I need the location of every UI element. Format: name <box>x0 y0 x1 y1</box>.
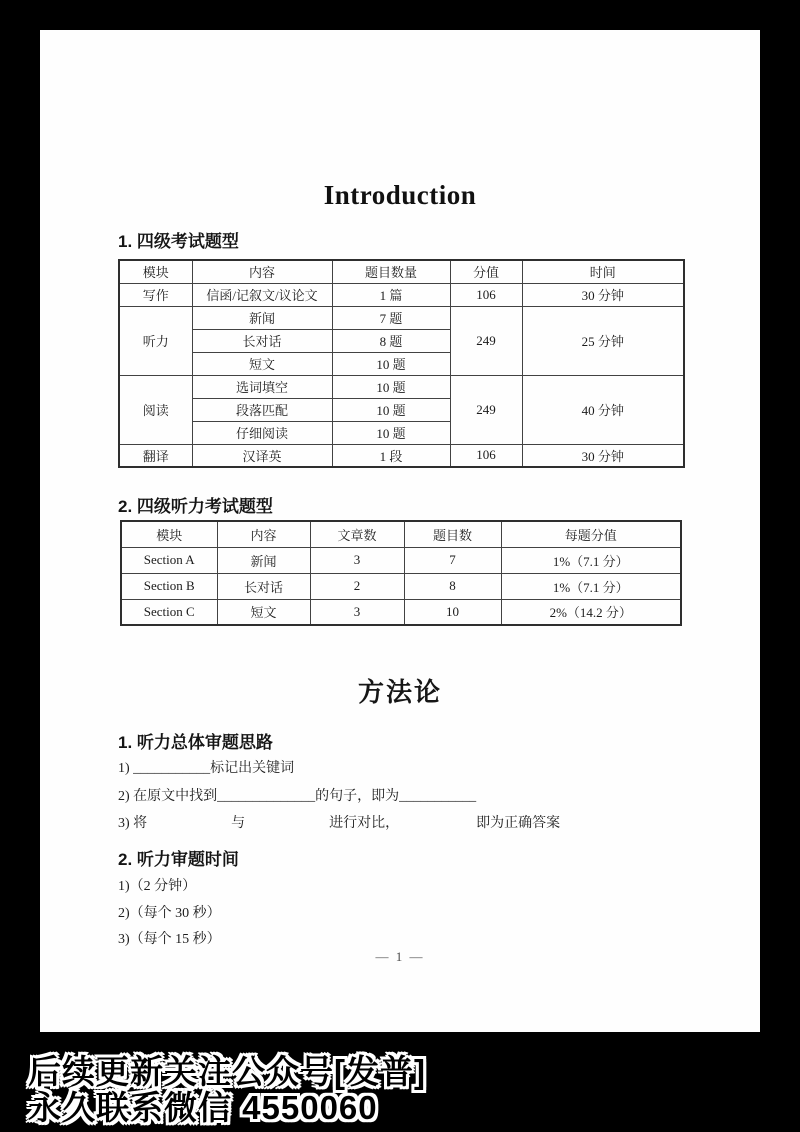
cell: 1 篇 <box>332 283 450 306</box>
cell: 10 题 <box>332 421 450 444</box>
cell: 1%（7.1 分） <box>501 573 681 599</box>
section-heading-listening-types: 2. 四级听力考试题型 <box>118 497 273 516</box>
cell: 1%（7.1 分） <box>501 547 681 573</box>
exam-types-table <box>118 259 685 468</box>
cell: 106 <box>450 444 522 467</box>
header-cell: 时间 <box>522 260 684 283</box>
cell: 249 <box>450 306 522 375</box>
table-row <box>121 573 681 599</box>
cell: 长对话 <box>217 573 310 599</box>
cell: 新闻 <box>192 306 332 329</box>
watermark-line: 永久联系微信 4550060 <box>28 1089 378 1126</box>
cell: 10 <box>404 599 501 625</box>
page-title: Introduction <box>323 180 477 210</box>
header-cell: 每题分值 <box>501 521 681 547</box>
table-row <box>119 375 684 398</box>
table-header-row <box>119 260 684 283</box>
cell: 40 分钟 <box>522 375 684 444</box>
cell: 短文 <box>217 599 310 625</box>
cell: 信函/记叙文/议论文 <box>192 283 332 306</box>
watermark-banner <box>28 1054 788 1126</box>
cell: 30 分钟 <box>522 444 684 467</box>
cell: 2 <box>310 573 404 599</box>
list-item: 2) 在原文中找到______________的句子，即为___________ <box>118 789 477 804</box>
table-row <box>119 283 684 306</box>
header-cell: 模块 <box>121 521 217 547</box>
table-row <box>121 599 681 625</box>
listening-types-table <box>120 520 682 626</box>
cell: 106 <box>450 283 522 306</box>
header-cell: 模块 <box>119 260 192 283</box>
watermark-line: 后续更新关注公众号[发普] <box>28 1053 426 1090</box>
cell: 25 分钟 <box>522 306 684 375</box>
page-number: — 1 — <box>375 949 425 964</box>
list-item: 3) 将 与 进行对比， 即为正确答案 <box>118 816 561 831</box>
cell: Section C <box>121 599 217 625</box>
section-heading-listening-approach: 1. 听力总体审题思路 <box>118 733 273 752</box>
methodology-title: 方法论 <box>357 678 442 707</box>
section-heading-exam-types: 1. 四级考试题型 <box>118 232 239 251</box>
cell: 汉译英 <box>192 444 332 467</box>
list-item: 1) ___________标记出关键词 <box>118 761 295 776</box>
section-heading-review-time: 2. 听力审题时间 <box>118 850 239 869</box>
cell: 10 题 <box>332 398 450 421</box>
header-cell: 文章数 <box>310 521 404 547</box>
cell: 新闻 <box>217 547 310 573</box>
cell: 8 <box>404 573 501 599</box>
cell: 7 题 <box>332 306 450 329</box>
cell: 3 <box>310 547 404 573</box>
table-row <box>119 444 684 467</box>
cell: 仔细阅读 <box>192 421 332 444</box>
header-cell: 题目数量 <box>332 260 450 283</box>
document-page <box>40 30 760 1032</box>
cell: 10 题 <box>332 352 450 375</box>
header-cell: 题目数 <box>404 521 501 547</box>
table-header-row <box>121 521 681 547</box>
cell: 1 段 <box>332 444 450 467</box>
cell: 选词填空 <box>192 375 332 398</box>
cell: 8 题 <box>332 329 450 352</box>
header-cell: 内容 <box>217 521 310 547</box>
cell: 2%（14.2 分） <box>501 599 681 625</box>
cell: 249 <box>450 375 522 444</box>
cell: Section A <box>121 547 217 573</box>
cell: 30 分钟 <box>522 283 684 306</box>
cell: 7 <box>404 547 501 573</box>
table-row <box>119 306 684 329</box>
cell: 写作 <box>119 283 192 306</box>
header-cell: 内容 <box>192 260 332 283</box>
list-item: 1)（2 分钟） <box>118 879 197 894</box>
cell: 10 题 <box>332 375 450 398</box>
table-row <box>121 547 681 573</box>
list-item: 3)（每个 15 秒） <box>118 932 221 947</box>
cell: 段落匹配 <box>192 398 332 421</box>
header-cell: 分值 <box>450 260 522 283</box>
cell: 3 <box>310 599 404 625</box>
list-item: 2)（每个 30 秒） <box>118 906 221 921</box>
cell: 翻译 <box>119 444 192 467</box>
cell: 阅读 <box>119 375 192 444</box>
cell: Section B <box>121 573 217 599</box>
cell: 短文 <box>192 352 332 375</box>
cell: 听力 <box>119 306 192 375</box>
cell: 长对话 <box>192 329 332 352</box>
